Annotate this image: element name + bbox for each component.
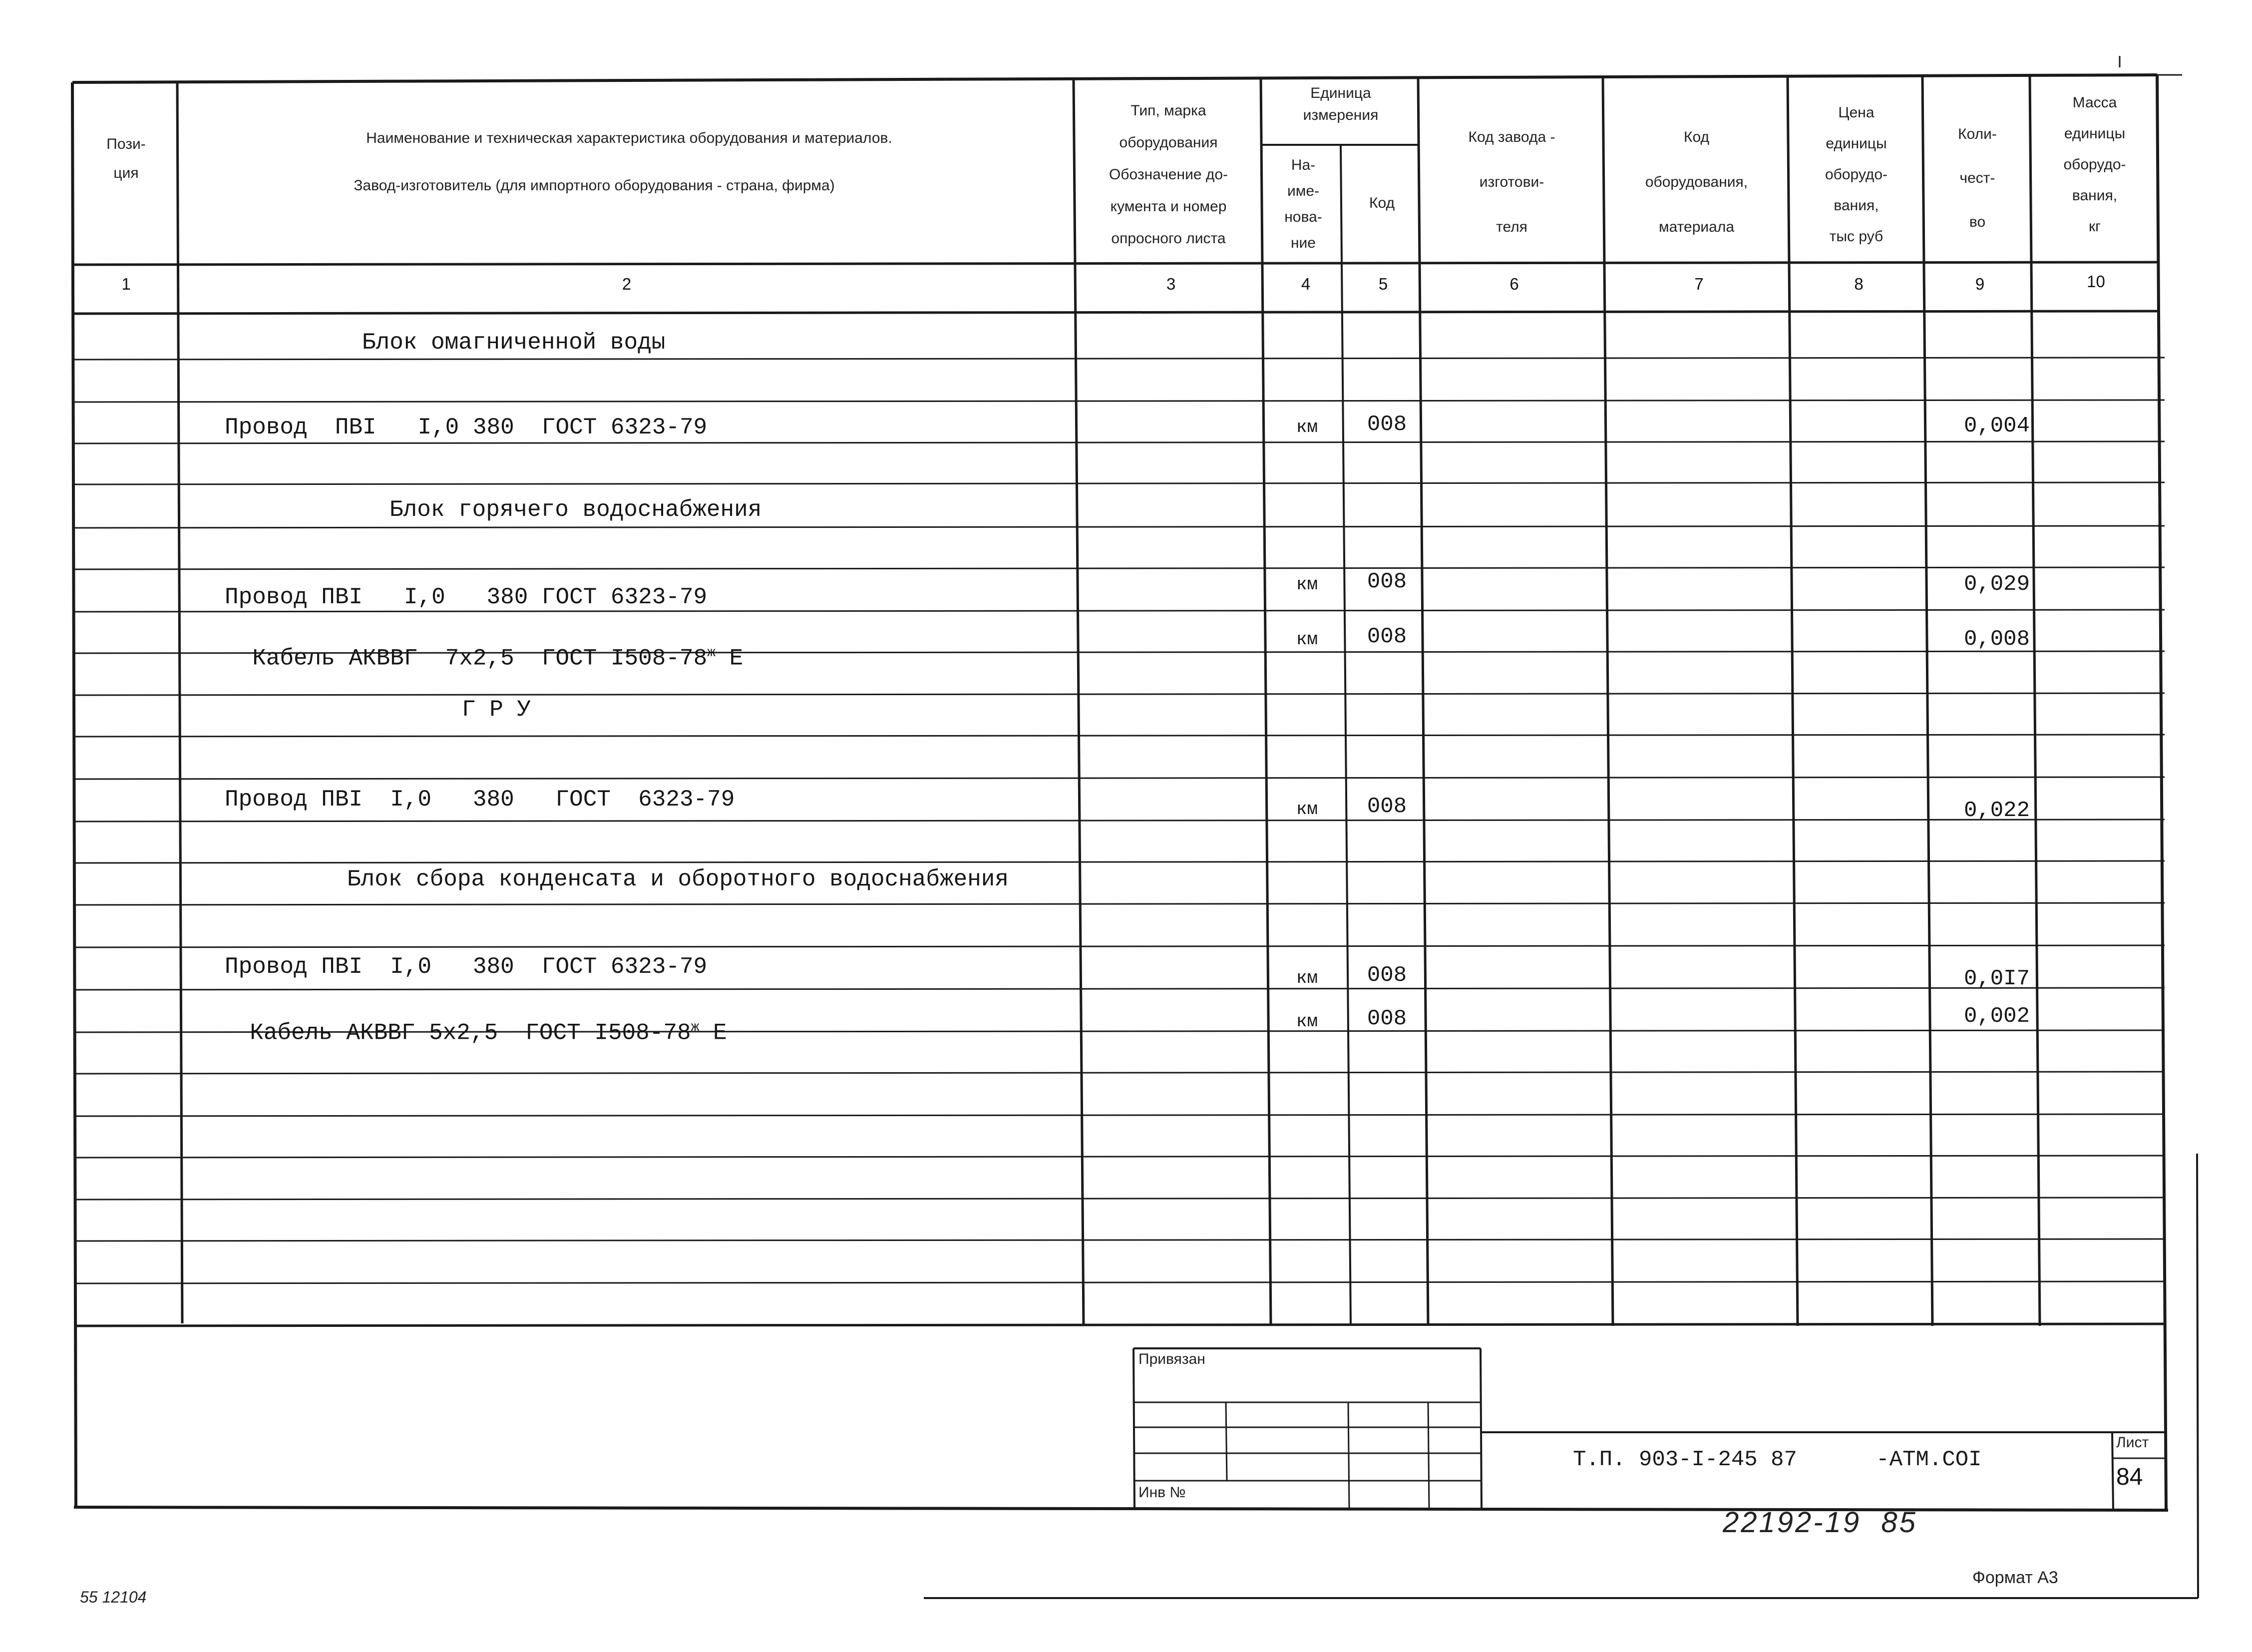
- item-name: [225, 619, 743, 671]
- col-number-5: 5: [1378, 275, 1388, 293]
- col-number-3: 3: [1166, 275, 1176, 293]
- item-unit: км: [1296, 574, 1318, 595]
- header-unit-code: Код: [1369, 195, 1395, 211]
- format-label: Формат А3: [1972, 1568, 2058, 1587]
- col-number-1: 1: [121, 275, 131, 293]
- header-name-line2: Завод-изготовитель (для импортного оборудования - страна, фирма): [354, 177, 835, 194]
- header-factory-code: Код завода - изготови- теля: [1468, 129, 1555, 235]
- section-title: Блок сбора конденсата и оборотного водоснабжения: [347, 866, 1009, 892]
- item-unit: км: [1296, 629, 1318, 650]
- item-code: 008: [1367, 794, 1407, 819]
- section-title: Блок омагниченной воды: [362, 330, 666, 356]
- section-title: Г Р У: [462, 697, 531, 723]
- item-name-suffix: Е: [715, 645, 744, 672]
- item-name: Провод ПВI I,0 380 ГОСТ 6323-79: [225, 584, 708, 610]
- sheet-number: 84: [2116, 1464, 2143, 1490]
- item-unit: км: [1296, 799, 1318, 820]
- header-equipment-code: Код оборудования, материала: [1645, 129, 1748, 235]
- item-unit: км: [1296, 1011, 1318, 1032]
- header-price: Цена единицы оборудо- вания, тыс руб: [1825, 104, 1888, 245]
- col-number-9: 9: [1975, 275, 1985, 293]
- header-name-line1: Наименование и техническая характеристика оборудования и материалов.: [366, 130, 892, 146]
- item-code: 008: [1367, 963, 1407, 988]
- col-number-6: 6: [1509, 275, 1519, 293]
- item-quantity: 0,022: [1963, 798, 2030, 823]
- privyazan-label: Привязан: [1138, 1351, 1205, 1367]
- header-unit-name: На- име- нова- ние: [1284, 157, 1322, 251]
- item-unit: км: [1296, 968, 1318, 988]
- item-name: Провод ПВI I,0 380 ГОСТ 6323-79: [225, 787, 735, 813]
- item-quantity: 0,008: [1963, 627, 2030, 652]
- document-code: Т.П. 903-I-245 87 -АТМ.COI: [1573, 1447, 1982, 1472]
- col-number-8: 8: [1854, 275, 1864, 293]
- item-name: Провод ПВI I,0 380 ГОСТ 6323-79: [225, 414, 708, 440]
- sheet-label: Лист: [2116, 1434, 2149, 1451]
- item-name-text: Кабель АКВВГ 5х2,5 ГОСТ I508-78: [250, 1020, 691, 1046]
- section-title: Блок горячего водоснабжения: [389, 497, 762, 523]
- header-quantity: Коли- чест- во: [1958, 126, 1997, 230]
- item-quantity: 0,029: [1963, 572, 2030, 597]
- item-quantity: 0,002: [1963, 1004, 2030, 1029]
- item-name: Провод ПВI I,0 380 ГОСТ 6323-79: [225, 954, 708, 980]
- item-code: 008: [1367, 1006, 1407, 1031]
- item-name: [222, 994, 727, 1046]
- item-quantity: 0,0I7: [1963, 966, 2030, 991]
- item-name-suffix: Е: [699, 1020, 727, 1046]
- header-position: Пози- ция: [106, 136, 146, 181]
- item-name-text: Кабель АКВВГ 7х2,5 ГОСТ I508-78: [252, 645, 708, 672]
- header-type: Тип, марка оборудования Обозначение до- кумента и номер опросного листа: [1109, 102, 1228, 247]
- item-name-sup: ж: [691, 1020, 700, 1035]
- item-unit: км: [1296, 417, 1318, 437]
- header-mass: Масса единицы оборудо- вания, кг: [2063, 94, 2126, 235]
- item-code: 008: [1367, 412, 1407, 437]
- col-number-4: 4: [1301, 275, 1311, 293]
- col-number-2: 2: [622, 275, 632, 293]
- item-name-sup: ж: [707, 645, 716, 661]
- item-quantity: 0,004: [1963, 413, 2030, 438]
- col-number-7: 7: [1694, 275, 1704, 293]
- item-code: 008: [1367, 624, 1407, 649]
- col-number-10: 10: [2087, 272, 2105, 291]
- inventory-number-label: Инв №: [1138, 1484, 1186, 1501]
- item-code: 008: [1367, 569, 1407, 594]
- header-unit-group: Единица измерения: [1303, 85, 1379, 123]
- handwritten-code: 22192-19 85: [1723, 1506, 1917, 1539]
- bottom-left-code: 55 12104: [80, 1588, 147, 1606]
